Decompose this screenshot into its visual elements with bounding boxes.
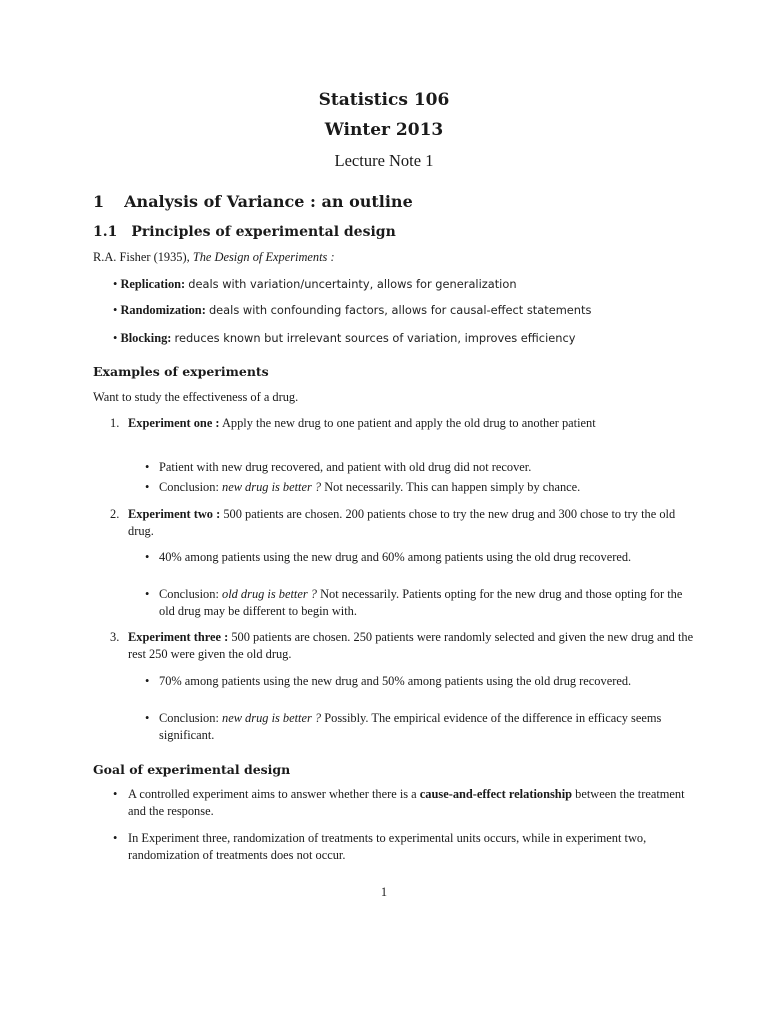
principle-desc: deals with variation/uncertainty, allows for generalization [188,277,517,291]
principle-desc: reduces known but irrelevant sources of variation, improves efficiency [174,331,576,345]
experiment-two [128,506,698,540]
principle-term: Replication: [120,277,186,291]
bullet-icon: • [113,277,118,291]
list-item [113,276,517,293]
subsection-heading [93,224,396,240]
conclusion-label: Conclusion: [159,587,219,601]
bullet-icon: • [113,787,118,801]
section-title: Analysis of Variance : an outline [124,192,413,211]
experiment-three [128,629,698,663]
section-number: 1 [93,192,105,211]
principle-term: Blocking: [120,331,172,345]
experiment-one [128,415,698,432]
item-number: 1. [110,416,120,430]
examples-intro: Want to study the effectiveness of a drug. [93,390,299,404]
course-title: Statistics 106 [318,90,450,110]
experiment-title: Experiment one : [128,416,220,430]
principle-term: Randomization: [120,303,206,317]
list-item [159,710,699,744]
bullet-icon: • [113,831,118,845]
bullet-icon: • [145,587,150,601]
item-number: 3. [110,630,120,644]
goal-text: between the treatment and the response. [128,787,685,818]
conclusion-text: Not necessarily. This can happen simply by chance. [324,480,581,494]
lecture-note-title: Lecture Note 1 [334,151,434,170]
bullet-icon: • [145,480,150,494]
experiment-title: Experiment two : [128,507,221,521]
principle-desc: deals with confounding factors, allows for causal-effect statements [208,303,592,317]
conclusion-claim: new drug is better ? [222,711,322,725]
experiment-text: 500 patients are chosen. 200 patients chose to try the new drug and 300 chose to try the old drug. [128,507,676,538]
goal-heading: Goal of experimental design [93,762,291,777]
conclusion-claim: old drug is better ? [222,587,317,601]
list-item [159,479,699,496]
subsection-title: Principles of experimental design [131,224,396,240]
experiment-title: Experiment three : [128,630,229,644]
bullet-icon: • [113,303,118,317]
list-item: 40% among patients using the new drug and 60% among patients using the old drug recovered. [159,550,632,564]
list-item [113,330,575,347]
conclusion-text: Possibly. The empirical evidence of the difference in efficacy seems significant. [159,711,662,742]
experiment-text: 500 patients are chosen. 250 patients were randomly selected and given the new drug and the rest 250 were given the old drug. [128,630,694,661]
conclusion-label: Conclusion: [159,480,219,494]
bullet-icon: • [145,550,150,564]
section-heading [93,192,413,211]
conclusion-label: Conclusion: [159,711,219,725]
bullet-icon: • [145,674,150,688]
citation [93,249,335,266]
bullet-icon: • [145,711,150,725]
bullet-icon: • [145,460,150,474]
list-item [159,586,699,620]
experiment-text: Apply the new drug to one patient and apply the old drug to another patient [221,416,596,430]
bullet-icon: • [113,331,118,345]
examples-heading: Examples of experiments [93,364,269,379]
list-item: In Experiment three, randomization of treatments to experimental units occurs, while in experiment two, randomization of treatments does not occur. [128,831,647,862]
list-item [128,786,700,820]
citation-author: R.A. Fisher (1935), [93,250,190,264]
page-number: 1 [380,885,388,899]
citation-work: The Design of Experiments : [192,250,335,264]
goal-emphasis: cause-and-effect relationship [419,787,573,801]
term-title: Winter 2013 [324,120,444,140]
conclusion-text: Not necessarily. Patients opting for the new drug and those opting for the old drug may be different to begin with. [159,587,683,618]
list-item: Patient with new drug recovered, and patient with old drug did not recover. [159,460,532,474]
subsection-number: 1.1 [93,224,118,240]
goal-text: A controlled experiment aims to answer whether there is a [128,787,417,801]
item-number: 2. [110,507,120,521]
list-item [113,302,591,319]
conclusion-claim: new drug is better ? [222,480,322,494]
list-item: 70% among patients using the new drug and 50% among patients using the old drug recovered. [159,674,632,688]
